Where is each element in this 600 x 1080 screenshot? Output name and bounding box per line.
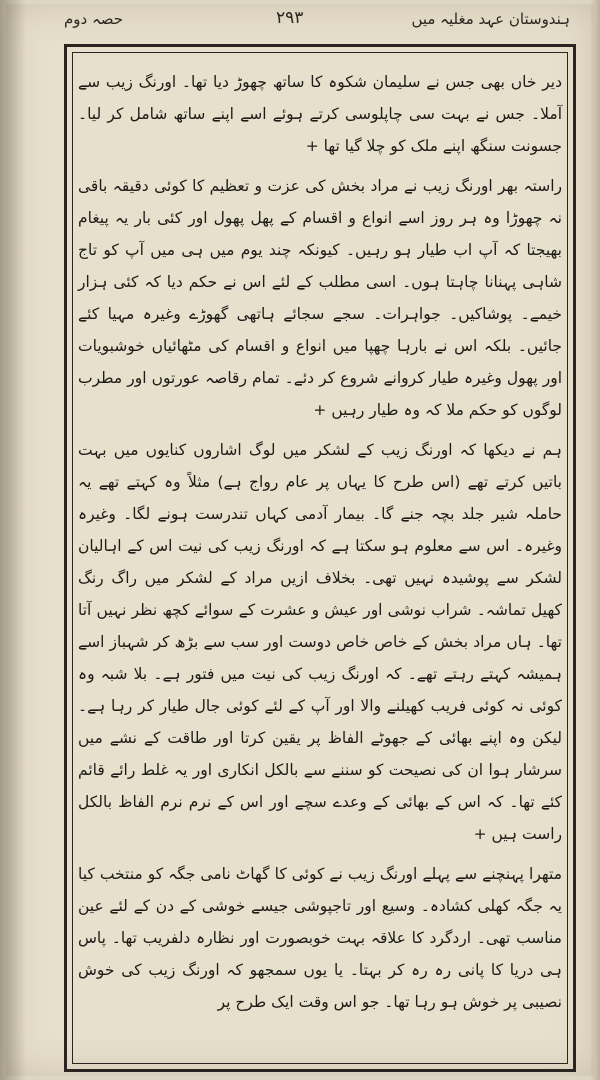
- paragraph-4: متھرا پہنچنے سے پہلے اورنگ زیب نے کوئی کا گھاٹ نامی جگہ کو منتخب کیا یہ جگہ کھلی کشادہ۔ وسیع اور تاجپوشی جیسے خوشی کے دن کے لئے عین مناسب تھی۔ اردگرد کا علاقہ بہت خوبصورت اور نظارہ دلفریب تھا۔ پاس ہی دریا کا پانی رہ رہ کر بہتا۔ یا یوں سمجھو کہ اورنگ زیب کی خوش نصیبی پر خوش ہو رہا تھا۔ جو اس وقت ایک طرح پر: [78, 865, 562, 1011]
- paragraph-2: راستہ بھر اورنگ زیب نے مراد بخش کی عزت و تعظیم کا کوئی دقیقہ باقی نہ چھوڑا وہ ہر روز اسے انواع و اقسام کے پھل پھول اور کئی بار یہ پیغام بھیجتا کہ آپ اب طیار ہو رہیں۔ کیونکہ چند یوم میں ہی میں آپ کو تاج شاہی پہنانا چاہتا ہوں۔ اسی مطلب کے لئے اس نے حکم دیا کہ کئی ہزار خیمے۔ پوشاکیں۔ جواہرات۔ سجے سجائے ہاتھی گھوڑے وغیرہ مہیا کئے جائیں۔ بلکہ اس نے بارہا چھپا میں انواع و اقسام کی مٹھائیاں خوشبویات اور پھول وغیرہ طیار کروانے شروع کر دئے۔ تمام رقاصہ عورتوں اور مطرب لوگوں کو حکم ملا کہ وہ طیار رہیں +: [78, 177, 562, 419]
- book-page: [6, 4, 594, 1076]
- page-header: [6, 4, 594, 44]
- running-title: ہندوستان عہد مغلیہ میں: [411, 10, 570, 28]
- page-number: ۲۹۳: [276, 8, 304, 28]
- part-label: حصہ دوم: [64, 10, 124, 28]
- binding-shadow: [0, 0, 26, 1080]
- body-text: [78, 66, 562, 1018]
- paragraph-3: ہم نے دیکھا کہ اورنگ زیب کے لشکر میں لوگ اشاروں کنایوں میں بہت باتیں کرتے تھے (اس طرح کا یہاں پر عام رواج ہے) مثلاً وہ کہتے تھے یہ حاملہ شیر جلد بچہ جنے گا۔ بیمار آدمی کہاں تندرست ہونے لگا۔ وغیرہ وغیرہ۔ اس سے معلوم ہو سکتا ہے کہ اورنگ زیب کی نیت اس کے اہالیان لشکر سے پوشیدہ نہیں تھی۔ بخلاف ازیں مراد کے لشکر میں راگ رنگ کھیل تماشہ۔ شراب نوشی اور عیش و عشرت کے سوائے کچھ نظر نہیں آتا تھا۔ ہاں مراد بخش کے خاص خاص دوست اور سب سے بڑھ کر شہباز اسے ہمیشہ کہتے رہتے تھے۔ کہ اورنگ زیب کی نیت میں فتور ہے۔ بلا شبہ وہ کوئی نہ کوئی فریب کھیلنے والا اور آپ کے لئے کوئی جال طیار کر رہا ہے۔ لیکن وہ اپنے بھائی کے جھوٹے الفاظ پر یقین کرتا اور طاقت کے نشے میں سرشار ہوا ان کی نصیحت کو سننے سے بالکل انکاری اور یہ غلط رائے قائم کئے تھا۔ کہ اس کے بھائی کے وعدے سچے اور اس کے نرم نرم الفاظ بالکل راست ہیں +: [78, 441, 562, 843]
- page-edge: [590, 0, 600, 1080]
- paragraph-1: دیر خاں بھی جس نے سلیمان شکوہ کا ساتھ چھوڑ دیا تھا۔ اورنگ زیب سے آملا۔ جس نے بہت سی چاپلوسی کرتے ہوئے اسے اپنے ساتھ شامل کر لیا۔ جسونت سنگھ اپنے ملک کو چلا گیا تھا +: [78, 73, 562, 155]
